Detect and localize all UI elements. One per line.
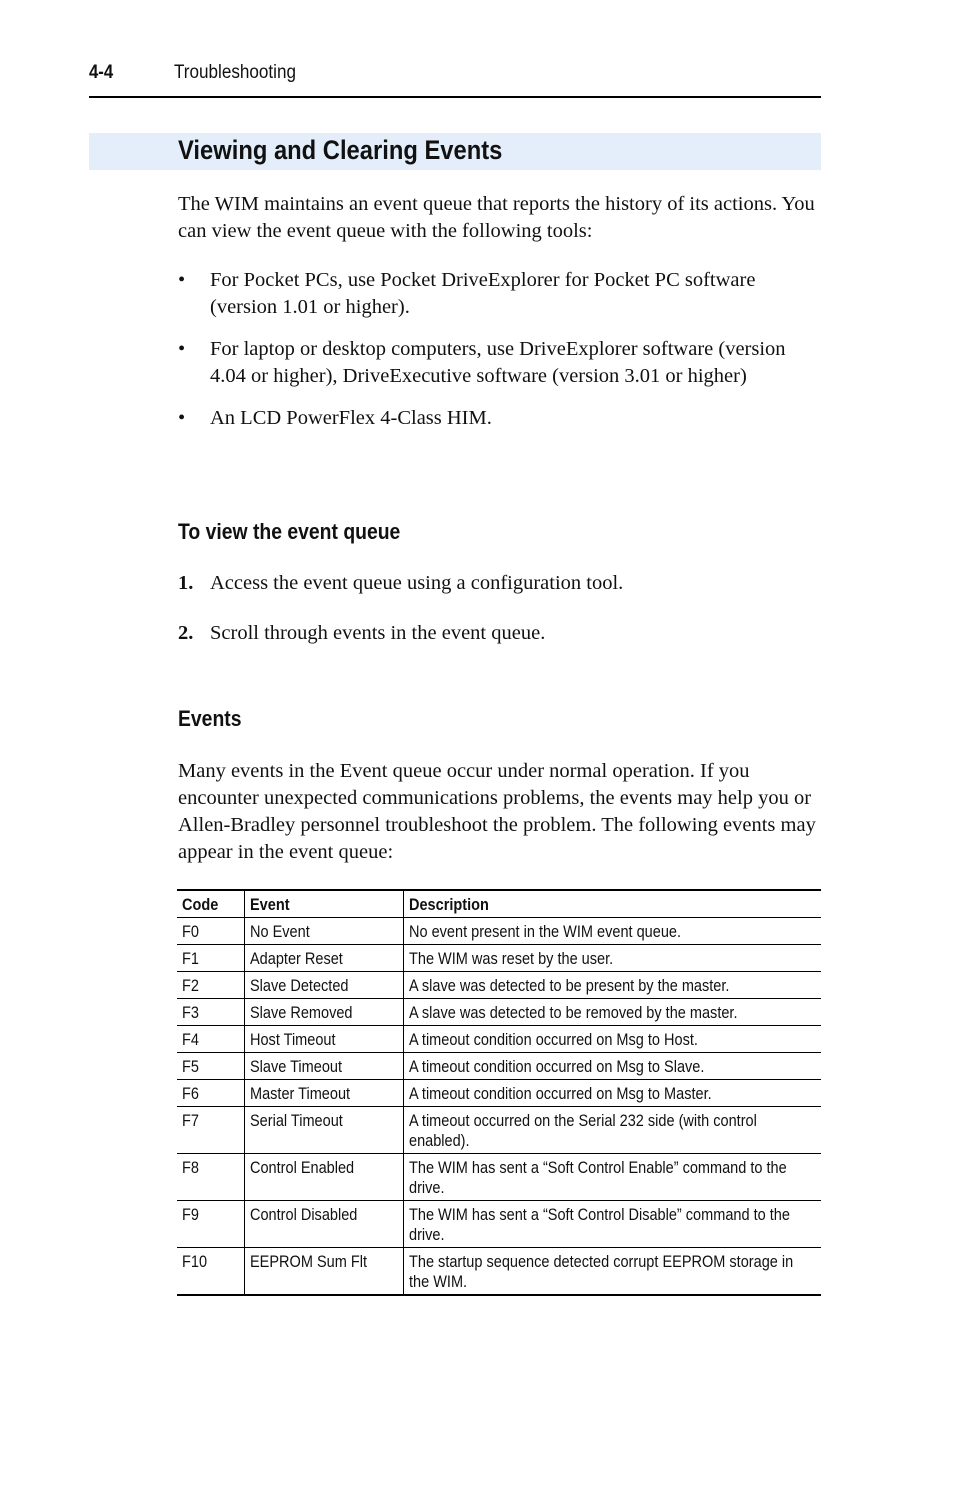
- step-number: 2.: [178, 622, 194, 644]
- event-description: The WIM was reset by the user.: [403, 945, 821, 972]
- event-description: The WIM has sent a “Soft Control Disable” command to the drive.: [403, 1201, 821, 1248]
- view-queue-steps-block: [178, 570, 821, 670]
- table-row: [177, 1080, 821, 1107]
- event-name: No Event: [244, 918, 403, 945]
- view-queue-steps: [178, 570, 821, 647]
- table-row: [177, 945, 821, 972]
- event-description: The startup sequence detected corrupt EEPROM storage in the WIM.: [403, 1248, 821, 1296]
- event-name: Slave Removed: [244, 999, 403, 1026]
- event-name: Slave Detected: [244, 972, 403, 999]
- list-item: • For laptop or desktop computers, use DriveExplorer software (version 4.04 or higher), DriveExecutive software (version 3.01 or higher): [178, 338, 786, 387]
- list-item: 2. Scroll through events in the event queue.: [178, 620, 821, 647]
- bullet-icon: •: [178, 269, 186, 291]
- event-name: Slave Timeout: [244, 1053, 403, 1080]
- events-intro-block: [178, 758, 821, 866]
- table-row: [177, 1107, 821, 1154]
- column-header-description: Description: [403, 890, 821, 918]
- page-header: [89, 58, 821, 98]
- table-row: [177, 972, 821, 999]
- event-code: F8: [177, 1154, 244, 1201]
- list-item: • An LCD PowerFlex 4-Class HIM.: [178, 405, 821, 432]
- view-queue-heading-block: [178, 519, 821, 545]
- table-row: [177, 999, 821, 1026]
- intro-paragraph: The WIM maintains an event queue that reports the history of its actions. You can view the event queue with the following tools:: [178, 193, 815, 242]
- event-name: EEPROM Sum Flt: [244, 1248, 403, 1296]
- table-row: [177, 1201, 821, 1248]
- event-name: Serial Timeout: [244, 1107, 403, 1154]
- tools-block: [178, 267, 821, 447]
- events-heading-block: [178, 706, 821, 732]
- event-description: A timeout condition occurred on Msg to Slave.: [403, 1053, 821, 1080]
- event-name: Host Timeout: [244, 1026, 403, 1053]
- section-title-band: [89, 133, 821, 170]
- list-item: • For Pocket PCs, use Pocket DriveExplorer for Pocket PC software (version 1.01 or higher).: [178, 269, 756, 318]
- event-code: F6: [177, 1080, 244, 1107]
- table-row: [177, 1026, 821, 1053]
- event-name: Adapter Reset: [244, 945, 403, 972]
- tools-list: [178, 267, 821, 432]
- event-code: F0: [177, 918, 244, 945]
- step-number: 1.: [178, 572, 194, 594]
- event-description: No event present in the WIM event queue.: [403, 918, 821, 945]
- bullet-icon: •: [178, 407, 186, 429]
- event-code: F10: [177, 1248, 244, 1296]
- view-queue-heading: To view the event queue: [178, 519, 401, 544]
- event-description: A timeout condition occurred on Msg to Master.: [403, 1080, 821, 1107]
- table-header-row: [177, 890, 821, 918]
- event-code: F7: [177, 1107, 244, 1154]
- event-code: F2: [177, 972, 244, 999]
- section-title: Viewing and Clearing Events: [178, 135, 503, 165]
- column-header-event: Event: [244, 890, 403, 918]
- event-code: F1: [177, 945, 244, 972]
- event-name: Master Timeout: [244, 1080, 403, 1107]
- running-title: Troubleshooting: [174, 62, 297, 83]
- event-code: F5: [177, 1053, 244, 1080]
- event-description: A slave was detected to be removed by the master.: [403, 999, 821, 1026]
- event-code: F9: [177, 1201, 244, 1248]
- event-code: F3: [177, 999, 244, 1026]
- event-description: A slave was detected to be present by the master.: [403, 972, 821, 999]
- event-description: The WIM has sent a “Soft Control Enable” command to the drive.: [403, 1154, 821, 1201]
- column-header-code: Code: [177, 890, 244, 918]
- events-heading: Events: [178, 706, 242, 731]
- table-row: [177, 918, 821, 945]
- table-row: [177, 1248, 821, 1296]
- table-row: [177, 1154, 821, 1201]
- page-number: 4-4: [89, 62, 114, 83]
- bullet-icon: •: [178, 338, 186, 360]
- event-description: A timeout condition occurred on Msg to Host.: [403, 1026, 821, 1053]
- event-description: A timeout occurred on the Serial 232 side (with control enabled).: [403, 1107, 821, 1154]
- table-row: [177, 1053, 821, 1080]
- events-intro-paragraph: Many events in the Event queue occur under normal operation. If you encounter unexpected communications problems, the events may help you or Allen-Bradley personnel troubleshoot the problem. The following events may appear in the event queue:: [178, 760, 816, 863]
- event-name: Control Disabled: [244, 1201, 403, 1248]
- events-table: [177, 889, 821, 1296]
- event-name: Control Enabled: [244, 1154, 403, 1201]
- list-item: 1. Access the event queue using a configuration tool.: [178, 570, 821, 597]
- intro-block: [178, 191, 821, 245]
- event-code: F4: [177, 1026, 244, 1053]
